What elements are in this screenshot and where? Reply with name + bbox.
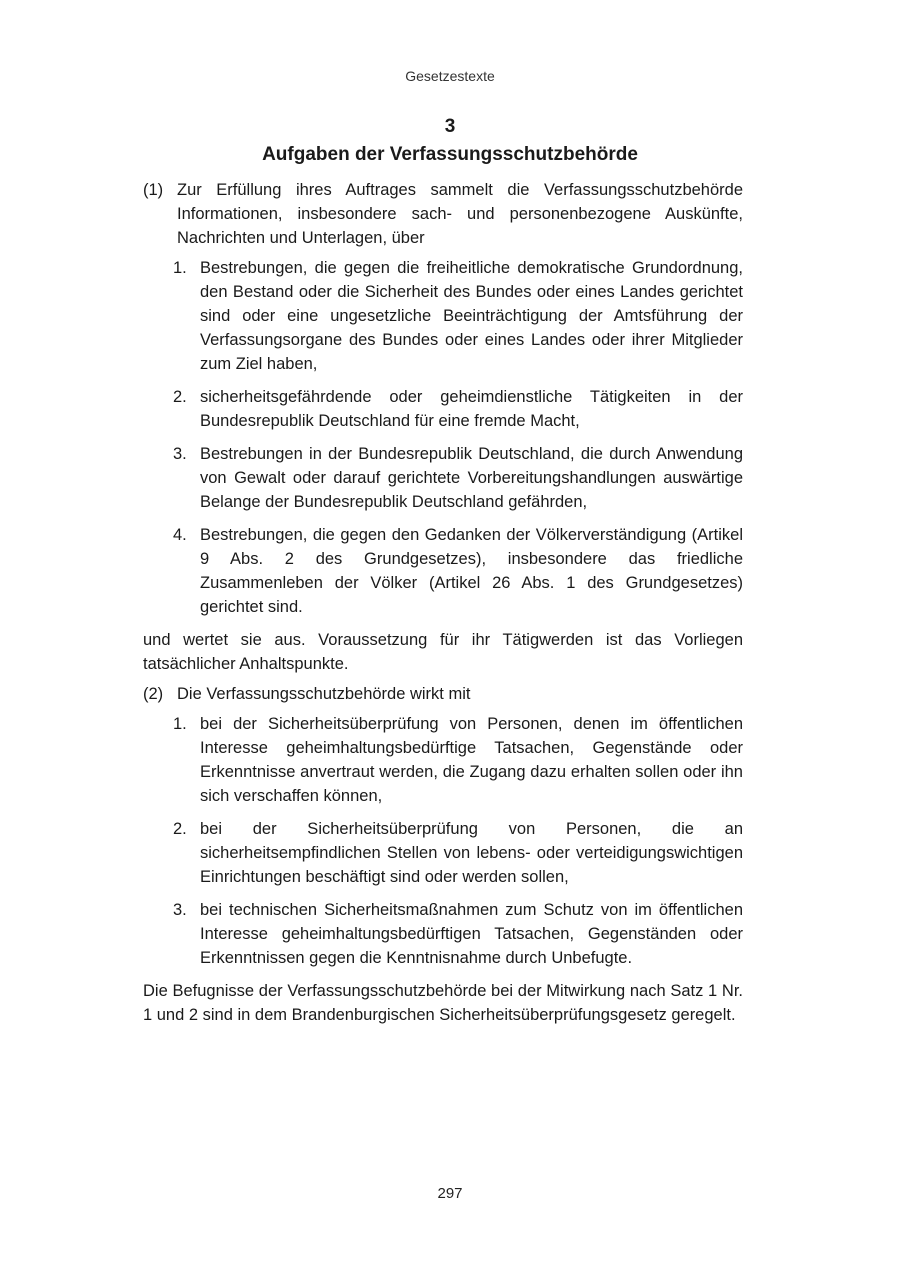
list-item xyxy=(143,817,743,889)
paragraph-closing: und wertet sie aus. Voraussetzung für ihr Tätigwerden ist das Vorliegen tatsächlicher Anhaltspunkte. xyxy=(143,631,743,673)
list-item xyxy=(143,712,743,808)
item-text: sicherheitsgefährdende oder geheimdienstliche Tätigkeiten in der Bundesrepublik Deutschland für eine fremde Macht, xyxy=(200,388,743,430)
paragraph-intro: Zur Erfüllung ihres Auftrages sammelt die Verfassungsschutzbehörde Informationen, insbesondere sach- und personenbezogene Auskünfte, Nachrichten und Unterlagen, über xyxy=(177,181,743,247)
item-number: 1. xyxy=(173,259,187,277)
item-list xyxy=(143,712,743,970)
paragraph-closing: Die Befugnisse der Verfassungsschutzbehörde bei der Mitwirkung nach Satz 1 Nr. 1 und 2 sind in dem Brandenburgischen Sicherheitsüberprüfungsgesetz geregelt. xyxy=(143,982,743,1024)
section-number: 3 xyxy=(444,116,456,137)
list-item xyxy=(143,898,743,970)
list-item xyxy=(143,523,743,619)
item-text: bei der Sicherheitsüberprüfung von Personen, denen im öffentlichen Interesse geheimhaltungsbedürftige Tatsachen, Gegenstände oder Erkenntnisse anvertraut werden, die Zugang dazu erhalten sollen oder ihn sich verschaffen können, xyxy=(200,715,743,805)
item-number: 4. xyxy=(173,526,187,544)
item-text: Bestrebungen, die gegen den Gedanken der Völkerverständigung (Artikel 9 Abs. 2 des Grundgesetzes), insbesondere das friedliche Zusammenleben der Völker (Artikel 26 Abs. 1 des Grundgesetzes) gerichtet sind. xyxy=(200,526,743,616)
item-text: bei der Sicherheitsüberprüfung von Personen, die an sicherheitsempfindlichen Stellen von lebens- oder verteidigungswichtigen Einrichtungen beschäftigt sind oder werden sollen, xyxy=(200,820,743,886)
list-item xyxy=(143,256,743,376)
running-head: Gesetzestexte xyxy=(405,68,495,84)
paragraph-2 xyxy=(143,682,743,706)
item-list xyxy=(143,256,743,619)
item-number: 2. xyxy=(173,388,187,406)
body-text xyxy=(143,178,743,1033)
list-item xyxy=(143,442,743,514)
page-number: 297 xyxy=(437,1185,463,1202)
item-number: 3. xyxy=(173,445,187,463)
item-text: Bestrebungen in der Bundesrepublik Deutschland, die durch Anwendung von Gewalt oder darauf gerichtete Vorbereitungshandlungen auswärtige Belange der Bundesrepublik Deutschland gefährden, xyxy=(200,445,743,511)
item-number: 3. xyxy=(173,901,187,919)
item-number: 1. xyxy=(173,715,187,733)
paragraph-number: (2) xyxy=(143,685,164,703)
paragraph-intro: Die Verfassungsschutzbehörde wirkt mit xyxy=(177,685,471,703)
paragraph-number: (1) xyxy=(143,181,164,199)
list-item xyxy=(143,385,743,433)
item-text: Bestrebungen, die gegen die freiheitliche demokratische Grundordnung, den Bestand oder die Sicherheit des Bundes oder eines Landes gerichtet sind oder eine ungesetzliche Beeinträchtigung der Amtsführung der Verfassungsorgane des Bundes oder eines Landes oder ihrer Mitglieder zum Ziel haben, xyxy=(200,259,743,373)
item-text: bei technischen Sicherheitsmaßnahmen zum Schutz von im öffentlichen Interesse geheimhaltungsbedürftigen Tatsachen, Gegenständen oder Erkenntnissen gegen die Kenntnisnahme durch Unbefugte. xyxy=(200,901,743,967)
paragraph-1 xyxy=(143,178,743,250)
item-number: 2. xyxy=(173,820,187,838)
section-title: Aufgaben der Verfassungsschutzbehörde xyxy=(262,144,638,165)
